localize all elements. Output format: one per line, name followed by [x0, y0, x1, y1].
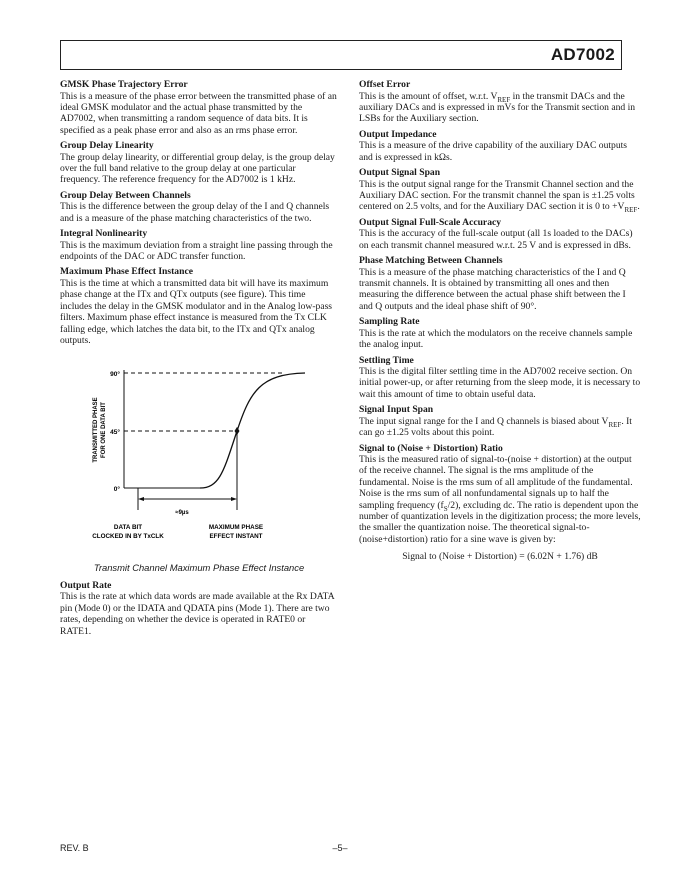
- y-axis-label-line1: TRANSMITTED PHASE: [93, 397, 99, 464]
- section-body: This is the maximum deviation from a straight line passing through the endpoints of the DAC or ADC transfer function.: [60, 239, 333, 263]
- page-number: –5–: [332, 843, 348, 853]
- part-number-title: AD7002: [550, 45, 615, 64]
- section-output-impedance: [359, 129, 641, 163]
- section-heading: Sampling Rate: [359, 316, 420, 328]
- max-phase-label-line1: MAXIMUM PHASE: [208, 524, 264, 532]
- section-heading: Integral Nonlinearity: [60, 228, 148, 240]
- body-text: This is the measured ratio of signal-to-(noise + distortion) at the output of the receive channel. The signal is the rms amplitude of the fundamental. Noise is the rms sum of all amplitude of the fundamental. Noise is the rms sum of all nonfundamental signals up to half the sampling frequency (f: [359, 454, 633, 511]
- section-group-delay-between-channels: [60, 190, 338, 224]
- subscript: S: [443, 504, 448, 513]
- section-settling-time: [359, 355, 641, 401]
- y-axis-label-line2: FOR ONE DATA BIT: [101, 402, 107, 459]
- section-signal-to-noise-distortion-ratio: [359, 443, 641, 546]
- section-body: [359, 366, 641, 400]
- left-column: [60, 79, 338, 641]
- section-heading: Output Impedance: [359, 128, 437, 140]
- section-output-signal-full-scale-accuracy: [359, 217, 641, 251]
- section-body: [359, 454, 641, 545]
- data-bit-label-line1: DATA BIT: [113, 524, 143, 532]
- section-body: [359, 179, 641, 213]
- phase-curve-diagram: [60, 360, 338, 560]
- section-body: [359, 328, 641, 351]
- section-body: [359, 91, 641, 125]
- max-phase-label-line2: EFFECT INSTANT: [209, 533, 263, 541]
- section-heading: GMSK Phase Trajectory Error: [60, 79, 188, 90]
- body-text: /2), excluding dc. The ratio is dependent upon the number of quantization levels in the digitization process; the more levels, the smaller the quantization noise. The theoretical signal-to-(noise+distortion) ratio for a sine wave is given by:: [359, 499, 641, 545]
- section-body: [359, 416, 641, 439]
- body-text: The input signal range for the I and Q channels is biased about V: [359, 415, 609, 427]
- section-group-delay-linearity: [60, 140, 338, 186]
- body-text: This is the accuracy of the full-scale output (all 1s loaded to the DACs) on each transmit channel measured w.r.t. 25 V and is expressed in dBs.: [359, 228, 633, 251]
- section-output-signal-span: [359, 167, 641, 213]
- body-text: This is the amount of offset, w.r.t. V: [359, 90, 498, 102]
- revision-label: REV. B: [60, 843, 89, 853]
- section-heading: Group Delay Between Channels: [60, 189, 191, 201]
- phase-effect-figure: [60, 360, 338, 560]
- sinad-equation: Signal to (Noise + Distortion) = (6.02N + 1.76) dB: [402, 551, 598, 563]
- delay-label: ≈9µs: [175, 510, 189, 517]
- section-heading: Maximum Phase Effect Instance: [60, 266, 193, 278]
- section-heading: Group Delay Linearity: [60, 140, 154, 152]
- figure-caption: Transmit Channel Maximum Phase Effect Instance: [93, 562, 305, 574]
- section-body: [359, 228, 641, 251]
- section-body: This is the rate at which data words are made available at the Rx DATA pin (Mode 0) or the IDATA and QDATA pins (Mode 1). There are two rates, depending on whether the device is operated in RATE0 or RATE1.: [60, 591, 335, 637]
- section-heading: Offset Error: [359, 79, 411, 90]
- section-body: This is the time at which a transmitted data bit will have its maximum phase change at the ITx and QTx outputs (see figure). This time includes the delay in the GMSK modulator and in the Analog low-pass filters. Maximum phase effect instance is measured from the Tx CLK falling edge, which latches the data bit, to the ITx and QTx analog outputs.: [60, 277, 333, 346]
- y-axis-label-group: [93, 398, 107, 463]
- section-body: [359, 267, 641, 313]
- section-body: The group delay linearity, or differential group delay, is the group delay over the full band relative to the group delay at one particular frequency. The reference frequency for the AD7002 is 1 kHz.: [60, 151, 335, 186]
- section-offset-error: [359, 79, 641, 125]
- section-heading: Output Signal Span: [359, 167, 441, 179]
- data-bit-label-line2: CLOCKED IN BY TxCLK: [92, 533, 164, 541]
- tick-45-label: 45°: [110, 429, 120, 437]
- section-heading: Settling Time: [359, 354, 414, 366]
- body-text: This is the rate at which the modulators on the receive channels sample the analog input.: [359, 327, 633, 351]
- section-gmsk-phase-trajectory-error: [60, 79, 338, 136]
- section-heading: Signal to (Noise + Distortion) Ratio: [359, 442, 503, 454]
- subscript: REF: [608, 420, 622, 429]
- body-text: .: [637, 201, 640, 213]
- section-signal-input-span: [359, 404, 641, 438]
- section-phase-matching-between-channels: [359, 255, 641, 312]
- section-heading: Output Rate: [60, 579, 112, 591]
- body-text: This is the output signal range for the Transmit Channel section and the Auxiliary DAC section. For the transmit channel the span is ±1.25 volts centered on 2.5 volts, and for the Auxiliary DAC section it is 0 to +V: [359, 178, 635, 213]
- body-text: in the transmit DACs and the auxiliary DACs and is expressed in mVs for the Transmit section and in LSBs for the Auxiliary section.: [359, 90, 636, 125]
- arrowhead-left-icon: [138, 497, 144, 501]
- right-column: [359, 79, 641, 563]
- tick-90-label: 90°: [110, 371, 120, 379]
- body-text: This is the digital filter settling time in the AD7002 receive section. On initial power-up, or after returning from the sleep mode, it is necessary to wait this amount of time to obtain useful data.: [359, 366, 641, 400]
- body-text: . It can go ±1.25 volts about this point.: [359, 415, 632, 439]
- subscript: REF: [624, 206, 638, 215]
- section-integral-nonlinearity: [60, 228, 338, 262]
- subscript: REF: [497, 95, 511, 104]
- section-heading: Phase Matching Between Channels: [359, 255, 503, 267]
- section-heading: Signal Input Span: [359, 404, 434, 416]
- body-text: This is a measure of the drive capability of the auxiliary DAC outputs and is expressed in kΩs.: [359, 140, 628, 163]
- section-maximum-phase-effect-instance: [60, 266, 338, 346]
- section-output-rate: [60, 580, 338, 637]
- section-body: This is a measure of the phase error between the transmitted phase of an ideal GMSK modulator and the actual phase transmitted by the AD7002, when transmitting a random sequence of data bits. It is specified as a peak phase error and also as an rms phase error.: [60, 90, 337, 136]
- midpoint-marker-icon: [235, 427, 240, 435]
- section-heading: Output Signal Full-Scale Accuracy: [359, 216, 502, 228]
- tick-0-label: 0°: [113, 486, 120, 494]
- arrowhead-right-icon: [231, 497, 237, 501]
- section-sampling-rate: [359, 316, 641, 350]
- header-box: [60, 40, 622, 70]
- body-text: This is a measure of the phase matching characteristics of the I and Q transmit channels. It is obtained by transmitting all ones and then measuring the difference between the actual phase shift between the I and Q outputs and the ideal phase shift of 90°.: [359, 266, 626, 312]
- section-body: [359, 140, 641, 163]
- section-body: This is the difference between the group delay of the I and Q channels and is a measure of the phase matching characteristics of the two.: [60, 201, 330, 224]
